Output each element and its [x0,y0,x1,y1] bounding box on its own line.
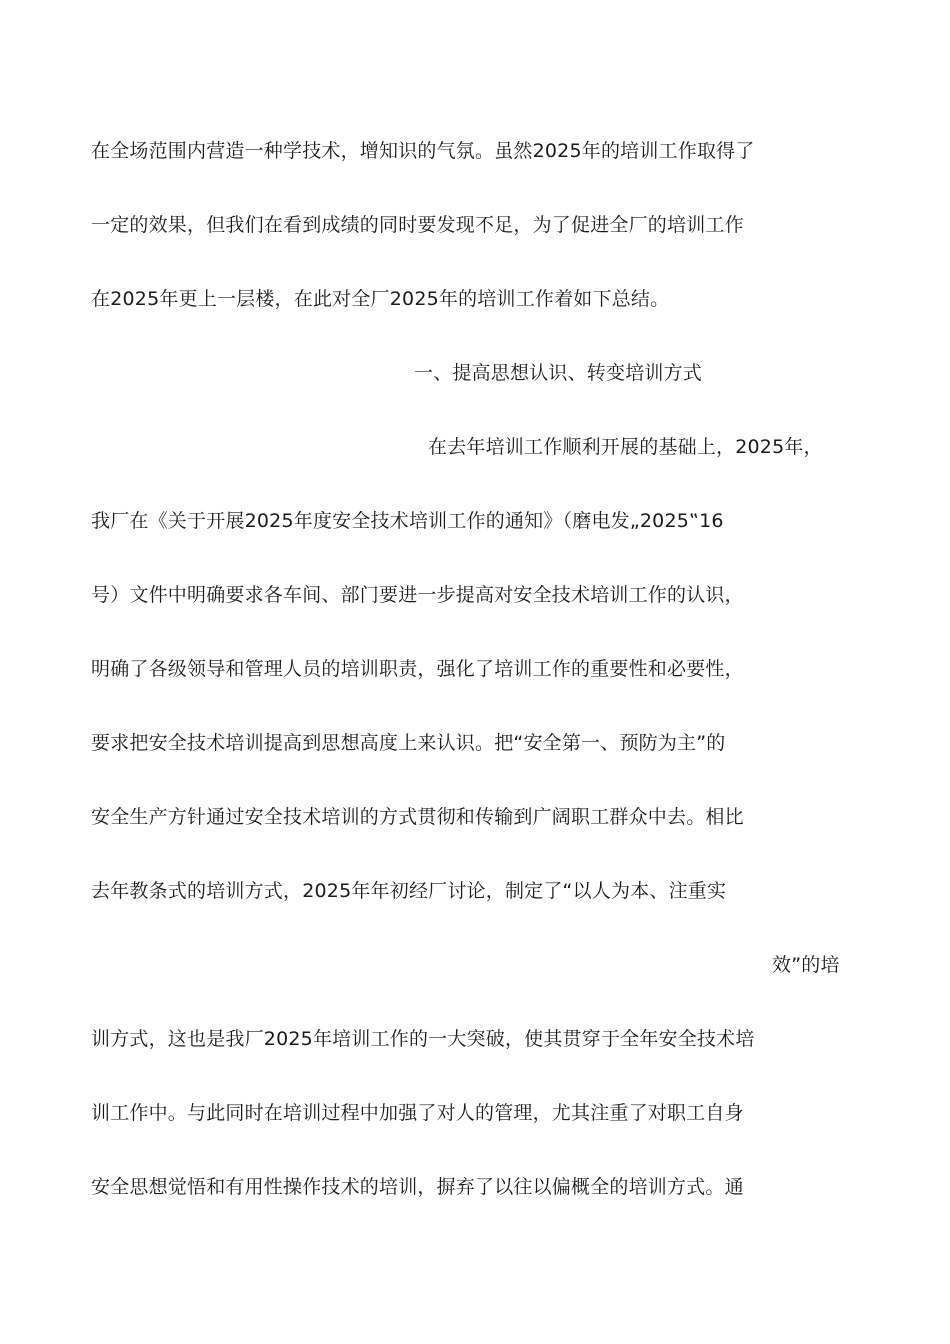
paragraph-line: 安全思想觉悟和有用性操作技术的培训，摒弃了以往以偏概全的培训方式。通 [91,1176,744,1198]
paragraph-line: 我厂在《关于开展2025年度安全技术培训工作的通知》（磨电发„2025‟16 [91,510,724,532]
paragraph-line: 一定的效果，但我们在看到成绩的同时要发现不足，为了促进全厂的培训工作 [91,214,744,236]
paragraph-line: 在2025年更上一层楼，在此对全厂2025年的培训工作着如下总结。 [91,288,670,310]
paragraph-line: 明确了各级领导和管理人员的培训职责，强化了培训工作的重要性和必要性， [91,658,744,680]
paragraph-line: 在全场范围内营造一种学技术，增知识的气氛。虽然2025年的培训工作取得了 [91,140,755,162]
paragraph-line: 效”的培 [772,954,840,976]
paragraph-line: 要求把安全技术培训提高到思想高度上来认识。把“安全第一、预防为主”的 [91,732,726,754]
paragraph-line: 去年教条式的培训方式，2025年年初经厂讨论，制定了“以人为本、注重实 [91,880,727,902]
paragraph-line: 训工作中。与此同时在培训过程中加强了对人的管理，尤其注重了对职工自身 [91,1102,744,1124]
paragraph-line: 安全生产方针通过安全技术培训的方式贯彻和传输到广阔职工群众中去。相比 [91,806,744,828]
paragraph-line: 号）文件中明确要求各车间、部门要进一步提高对安全技术培训工作的认识， [91,584,744,606]
section-heading: 一、提高思想认识、转变培训方式 [414,362,703,384]
paragraph-line: 在去年培训工作顺利开展的基础上，2025年， [428,436,823,458]
paragraph-line: 训方式，这也是我厂2025年培训工作的一大突破，使其贯穿于全年安全技术培 [91,1028,755,1050]
